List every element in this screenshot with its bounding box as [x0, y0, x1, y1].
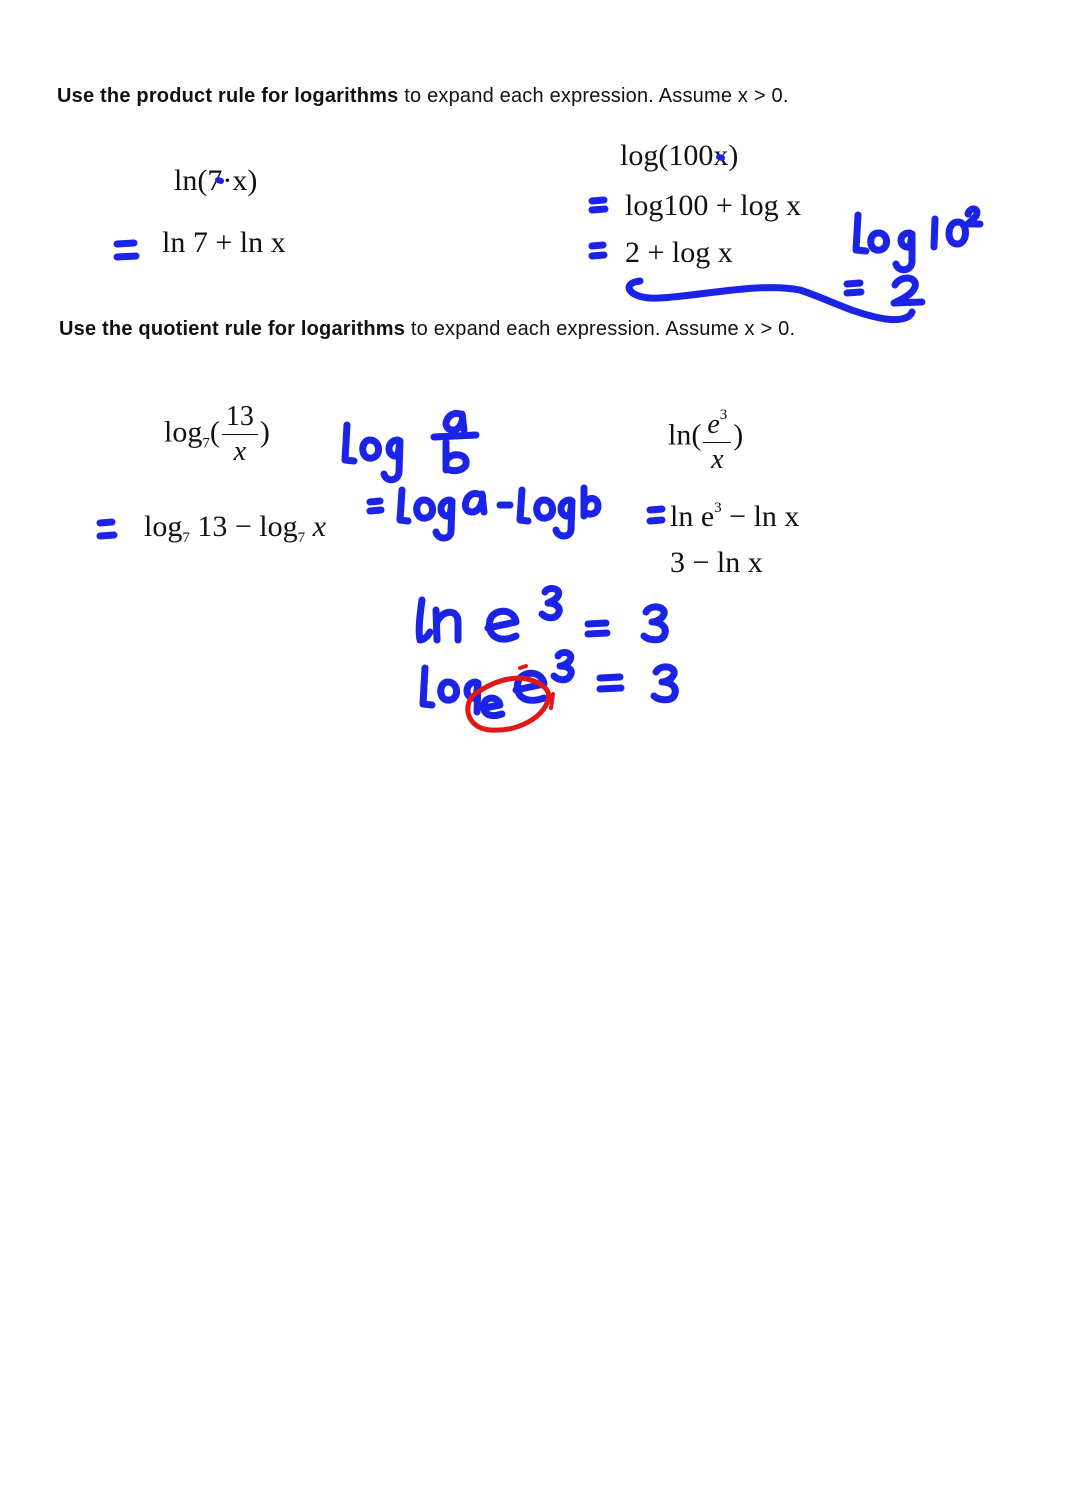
handwritten-ln-e-cubed-equals-3	[419, 589, 665, 640]
problem-log100x-step2: 2 + log x	[625, 236, 733, 269]
handwritten-bracket-curve	[629, 281, 912, 320]
log-fn: log	[164, 415, 203, 449]
problem-log100x-step1: log100 + log x	[625, 189, 802, 222]
handwritten-equals-3	[592, 245, 604, 256]
handwritten-log-e-e-cubed-equals-3	[423, 653, 675, 716]
answer-log1: log	[144, 510, 183, 543]
handwritten-equals-5	[650, 509, 662, 521]
answer-base2: 7	[297, 530, 306, 546]
handwritten-log-difference-rule	[370, 488, 598, 538]
problem-ln7x-expression: ln(7·x)	[174, 164, 258, 197]
quotient-rule-instruction-bold: Use the quotient rule for logarithms	[59, 318, 406, 340]
answer-base1: 7	[182, 530, 190, 546]
problem-log100x-expression: log(100x)	[620, 139, 739, 172]
answer-arg1: 13 − log	[189, 510, 298, 543]
problem-ln7x-answer: ln 7 + ln x	[162, 226, 286, 259]
numerator-exponent: 3	[719, 407, 728, 423]
answer-arg2: x	[305, 510, 326, 543]
handwritten-equals-two	[847, 278, 922, 303]
handwritten-equals-4	[100, 522, 114, 536]
ln-close: )	[733, 418, 744, 452]
numerator-base: e	[707, 409, 720, 440]
quotient-rule-instruction-text: to expand each expression. Assume x > 0.	[405, 318, 796, 340]
handwritten-multiply-dot	[218, 180, 221, 181]
fraction-denominator: x	[233, 436, 247, 467]
fraction-denominator: x	[711, 444, 724, 475]
handwritten-multiply-dot-2	[719, 157, 722, 158]
answer-rest: − ln x	[721, 500, 800, 533]
handwritten-log-a-over-b	[345, 413, 476, 479]
ln-fn: ln(	[668, 418, 702, 452]
problem-ln-simplified: 3 − ln x	[670, 546, 763, 579]
handwritten-log-10-squared	[856, 209, 980, 270]
answer-exponent: 3	[714, 500, 722, 516]
handwritten-equals-1	[117, 243, 136, 257]
product-rule-instruction-bold: Use the product rule for logarithms	[57, 85, 399, 107]
log-base: 7	[202, 435, 210, 452]
fraction-numerator: 13	[222, 400, 258, 435]
problem-log7-13-over-x: $\log_7$( $\frac{13}{x}$ )	[164, 401, 270, 467]
handwritten-equals-2	[592, 200, 605, 210]
answer-ln-e: ln e	[670, 500, 715, 533]
product-rule-instruction-text: to expand each expression. Assume x > 0.	[398, 85, 789, 107]
